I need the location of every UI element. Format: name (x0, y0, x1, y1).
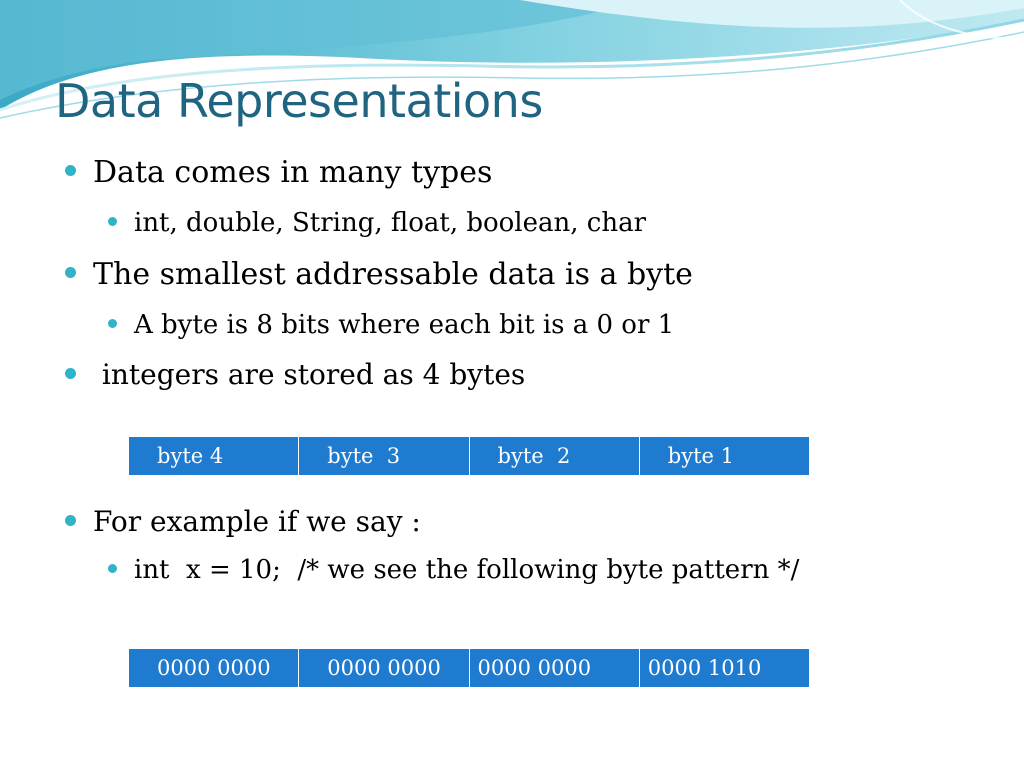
sub-bullet-byte-bits (134, 310, 674, 340)
bullet-dot-icon (65, 368, 76, 379)
table-cell: 0000 0000 (129, 649, 299, 688)
bullet-text: Data comes in many types (93, 155, 493, 190)
bullet-example (93, 505, 421, 538)
bullet-text: A byte is 8 bits where each bit is a 0 or 1 (134, 310, 675, 340)
bullet-data-types (93, 155, 492, 190)
bullet-dot-icon (108, 319, 117, 328)
bullet-dot-icon (65, 165, 76, 176)
table-cell: byte 4 (129, 437, 299, 476)
table-cell: byte 2 (469, 437, 639, 476)
table-cell: byte 3 (299, 437, 469, 476)
table-cell: 0000 0000 (469, 649, 639, 688)
byte-order-table (128, 436, 810, 476)
sub-bullet-int-example (134, 555, 799, 585)
bullet-text: int, double, String, float, boolean, char (134, 208, 647, 238)
table-cell: byte 1 (639, 437, 809, 476)
sub-bullet-type-list (134, 208, 646, 238)
bullet-text: For example if we say : (93, 505, 421, 538)
bullet-text: int x = 10; /* we see the following byte pattern */ (134, 555, 800, 585)
bullet-dot-icon (108, 564, 117, 573)
bullet-text: integers are stored as 4 bytes (93, 358, 526, 391)
bullet-integers-bytes (93, 358, 525, 391)
table-cell: 0000 1010 (639, 649, 809, 688)
table-cell: 0000 0000 (299, 649, 469, 688)
table-row (129, 437, 810, 476)
bullet-smallest-byte (93, 257, 693, 292)
bullet-text: The smallest addressable data is a byte (93, 257, 693, 292)
byte-pattern-table (128, 648, 810, 688)
bullet-dot-icon (65, 515, 76, 526)
slide-title: Data Representations (55, 74, 543, 128)
bullet-dot-icon (65, 267, 76, 278)
bullet-dot-icon (108, 217, 117, 226)
table-row (129, 649, 810, 688)
